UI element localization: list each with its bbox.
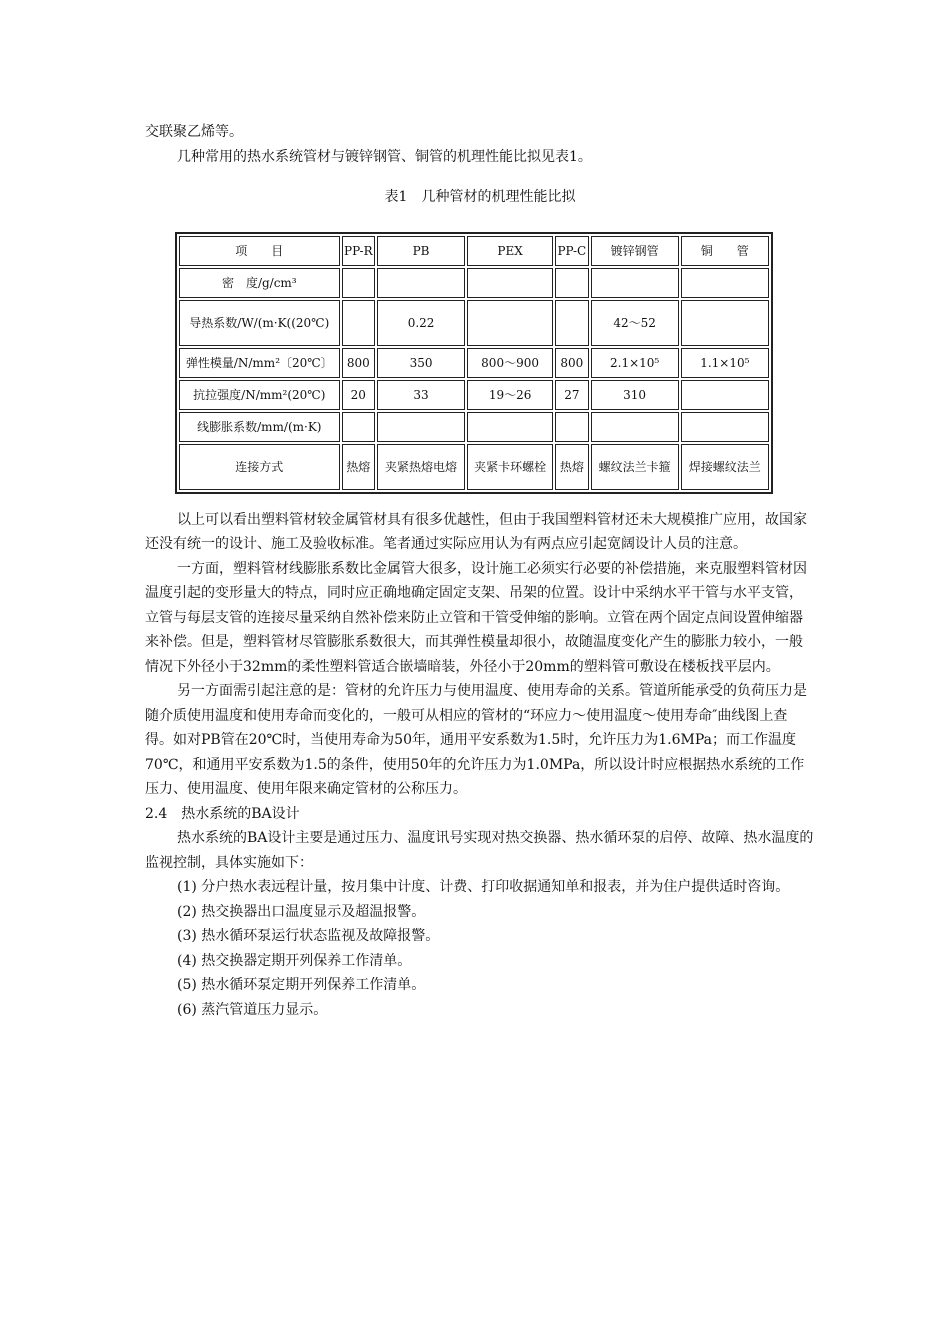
table-cell: 焊接螺纹法兰 [681,444,769,490]
list-item: (5) 热水循环泵定期开列保养工作清单。 [177,977,426,993]
table-cell: 2.1×10⁵ [591,348,679,378]
table-row [179,348,769,378]
table-cell: 0.22 [377,300,465,346]
comparison-table [175,232,773,494]
table-cell: 夹紧热熔电熔 [377,444,465,490]
row-label: 导热系数/W/(m·K((20℃) [179,300,340,346]
table-cell: 20 [342,380,376,410]
table-cell: 800～900 [467,348,553,378]
table-cell [681,380,769,410]
header-cell: 铜 管 [681,236,769,266]
header-cell: 项 目 [179,236,340,266]
header-cell: PP-R [342,236,376,266]
table-header-row [179,236,769,266]
table-cell: 夹紧卡环螺栓 [467,444,553,490]
list-item: (2) 热交换器出口温度显示及超温报警。 [177,903,426,920]
section-heading: 2.4 热水系统的BA设计 [145,805,300,822]
table-row [179,268,769,298]
table-cell: 310 [591,380,679,410]
table-cell [555,268,589,298]
table-cell: 800 [555,348,589,378]
paragraph: 热水系统的BA设计主要是通过压力、温度讯号实现对热交换器、热水循环泵的启停、故障、热水温度的监视控制，具体实施如下： [145,830,814,871]
table-row [179,300,769,346]
body-text [145,508,815,1023]
table-row [179,412,769,442]
table-row [179,380,769,410]
table-cell [591,412,679,442]
table-cell [342,268,376,298]
table-cell: 热熔 [342,444,376,490]
table-cell: 1.1×10⁵ [681,348,769,378]
table-caption: 表1 几种管材的机理性能比拟 [384,189,576,205]
header-cell: 镀锌钢管 [591,236,679,266]
table-cell: 19～26 [467,380,553,410]
table-cell [555,300,589,346]
paragraph: 一方面，塑料管材线膨胀系数比金属管大很多，设计施工必须实行必要的补偿措施，来克服塑料管材因温度引起的变形量大的特点，同时应正确地确定固定支架、吊架的位置。设计中采纳水平干管与水平支管，立管与每层支管的连接尽量采纳自然补偿来防止立管和干管受伸缩的影响。立管在两个固定点间设置伸缩器来补偿。但是，塑料管材尽管膨胀系数很大，而其弹性模量却很小，故随温度变化产生的膨胀力较小，一般情况下外径小于32mm的柔性塑料管适合嵌墙暗装，外径小于20mm的塑料管可敷设在楼板找平层内。 [145,560,807,675]
header-cell: PB [377,236,465,266]
table-cell: 42～52 [591,300,679,346]
list-item: (3) 热水循环泵运行状态监视及故障报警。 [177,928,440,944]
list-item: (4) 热交换器定期开列保养工作清单。 [177,952,412,969]
table-cell [681,300,769,346]
table-cell [681,412,769,442]
table-cell [467,412,553,442]
table-cell [342,412,376,442]
intro-line-2: 几种常用的热水系统管材与镀锌钢管、铜管的机理性能比拟见表1。 [177,148,592,165]
table-cell: 33 [377,380,465,410]
table-cell: 27 [555,380,589,410]
document-page [145,120,815,1022]
row-label: 弹性模量/N/mm²〔20℃〕 [179,348,340,378]
table-cell: 螺纹法兰卡箍 [591,444,679,490]
table-cell [681,268,769,298]
table-cell: 350 [377,348,465,378]
header-cell: PP-C [555,236,589,266]
table-row [179,444,769,490]
list-item: (6) 蒸汽管道压力显示。 [177,1001,328,1018]
row-label: 抗拉强度/N/mm²(20℃) [179,380,340,410]
table-wrapper [175,232,773,494]
intro-line-1: 交联聚乙烯等。 [145,124,243,140]
row-label: 连接方式 [179,444,340,490]
table-cell [467,268,553,298]
table-cell [591,268,679,298]
table-cell [342,300,376,346]
paragraph: 以上可以看出塑料管材较金属管材具有很多优越性，但由于我国塑料管材还未大规模推广应用，故国家还没有统一的设计、施工及验收标准。笔者通过实际应用认为有两点应引起宽阔设计人员的注意。 [145,511,807,552]
header-cell: PEX [467,236,553,266]
row-label: 密 度/g/cm³ [179,268,340,298]
table-cell [555,412,589,442]
table-cell [377,268,465,298]
table-cell [377,412,465,442]
paragraph: 另一方面需引起注意的是：管材的允许压力与使用温度、使用寿命的关系。管道所能承受的负荷压力是随介质使用温度和使用寿命而变化的，一般可从相应的管材的“环应力～使用温度～使用寿命″曲线图上查得。如对PB管在20℃时，当使用寿命为50年，通用平安系数为1.5时，允许压力为1.6MPa；而工作温度70℃，和通用平安系数为1.5的条件，使用50年的允许压力为1.0MPa，所以设计时应根据热水系统的工作压力、使用温度、使用年限来确定管材的公称压力。 [145,683,807,797]
row-label: 线膨胀系数/mm/(m·K) [179,412,340,442]
table-cell [467,300,553,346]
list-item: (1) 分户热水表远程计量，按月集中计度、计费、打印收据通知单和报表，并为住户提供适时咨询。 [177,879,790,895]
table-cell: 800 [342,348,376,378]
table-cell: 热熔 [555,444,589,490]
